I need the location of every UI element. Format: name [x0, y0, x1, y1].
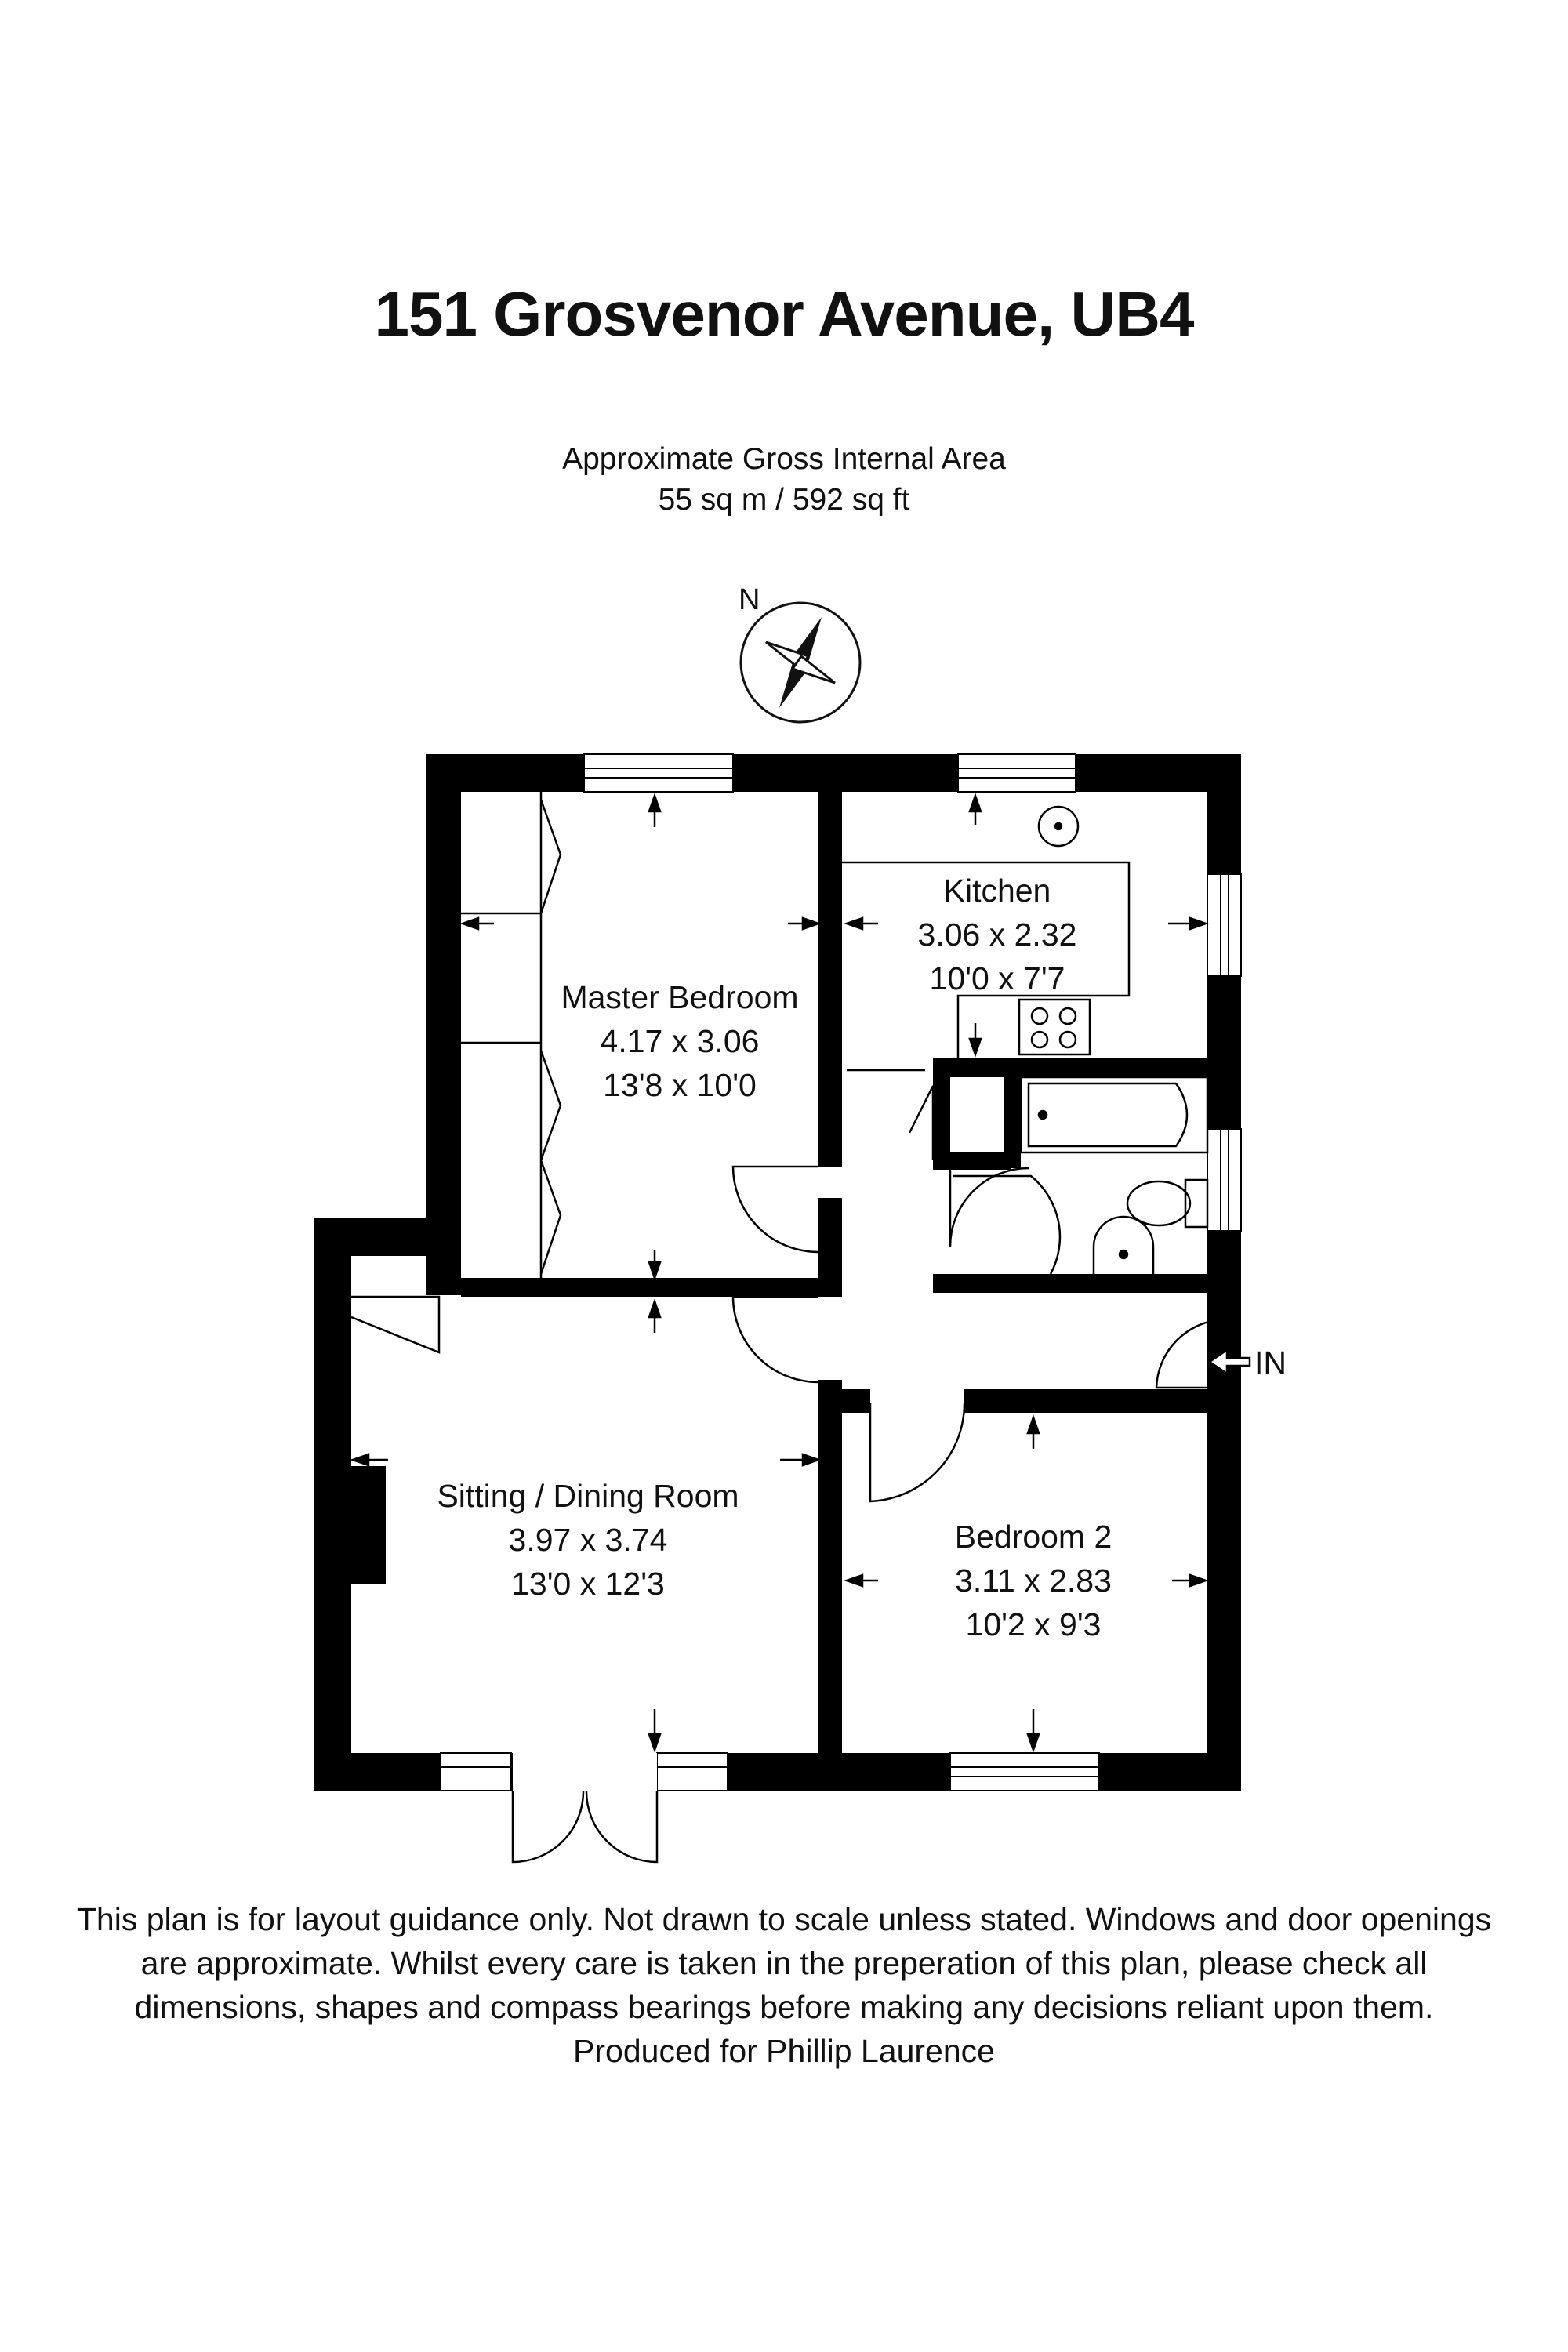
- disclaimer-line: dimensions, shapes and compass bearings before making any decisions reliant upon them.: [134, 1989, 1434, 2025]
- room-name: Sitting / Dining Room: [437, 1478, 739, 1514]
- room-name: Kitchen: [943, 873, 1051, 909]
- compass-rose-icon: [739, 583, 860, 722]
- doors: [351, 1070, 1225, 1862]
- room-metric: 4.17 x 3.06: [600, 1023, 760, 1059]
- room-imperial: 13'0 x 12'3: [511, 1566, 665, 1602]
- disclaimer: [31, 1897, 1537, 2073]
- walls: [314, 754, 1241, 1791]
- room-imperial: 10'2 x 9'3: [965, 1606, 1102, 1642]
- room-name: Master Bedroom: [561, 979, 799, 1015]
- disclaimer-line: This plan is for layout guidance only. Not drawn to scale unless stated. Windows and door openings: [76, 1901, 1492, 1937]
- compass-north-label: N: [739, 583, 760, 616]
- page-title: 151 Grosvenor Avenue, UB4: [374, 279, 1194, 349]
- room-metric: 3.11 x 2.83: [955, 1563, 1112, 1599]
- area-value: 55 sq m / 592 sq ft: [658, 483, 910, 517]
- producer-credit: Produced for Phillip Laurence: [573, 2033, 995, 2069]
- room-sitting-dining: [437, 1478, 739, 1602]
- bathroom-fittings: [1021, 1077, 1207, 1274]
- wardrobes: [461, 792, 561, 1278]
- room-bedroom-2: [955, 1519, 1112, 1642]
- room-metric: 3.97 x 3.74: [508, 1522, 668, 1558]
- room-metric: 3.06 x 2.32: [917, 916, 1077, 953]
- room-imperial: 10'0 x 7'7: [929, 960, 1065, 996]
- entrance-label: IN: [1254, 1345, 1287, 1381]
- area-caption: Approximate Gross Internal Area: [562, 442, 1006, 476]
- room-name: Bedroom 2: [954, 1519, 1112, 1555]
- disclaimer-line: are approximate. Whilst every care is taken in the preperation of this plan, please check all: [140, 1945, 1428, 1981]
- room-master-bedroom: [561, 979, 798, 1103]
- room-imperial: 13'8 x 10'0: [603, 1067, 757, 1103]
- room-kitchen: [918, 873, 1077, 996]
